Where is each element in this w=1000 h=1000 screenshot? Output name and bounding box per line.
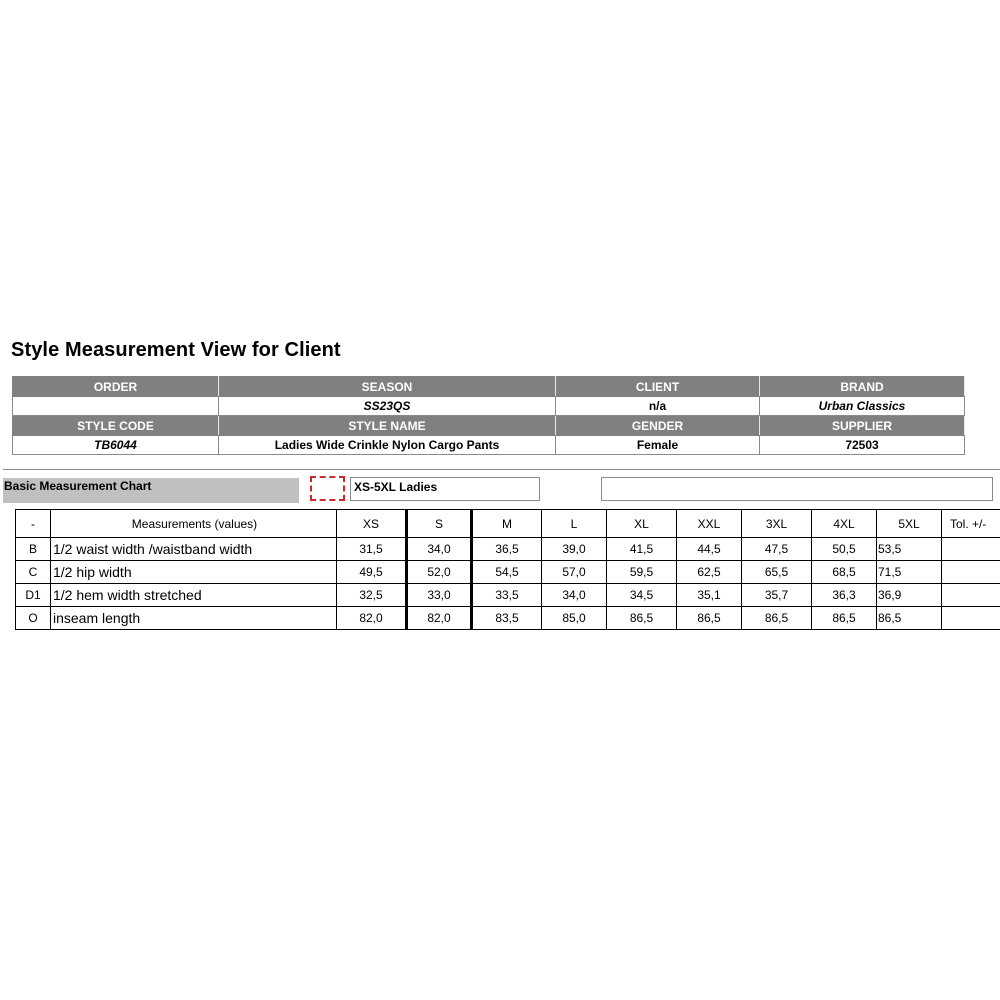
table-cell: 44,5 (677, 538, 742, 561)
order-value (13, 397, 219, 416)
table-cell: 86,5 (607, 607, 677, 630)
table-cell: 82,0 (407, 607, 472, 630)
table-cell: 86,5 (812, 607, 877, 630)
table-row (16, 538, 1000, 561)
column-header: S (407, 510, 472, 538)
column-header: 4XL (812, 510, 877, 538)
row-measurement-name: 1/2 waist width /waistband width (51, 538, 337, 561)
season-value: SS23QS (219, 397, 556, 416)
table-cell: 33,5 (472, 584, 542, 607)
column-header: XS (337, 510, 407, 538)
row-measurement-name: 1/2 hip width (51, 561, 337, 584)
table-cell: 36,5 (472, 538, 542, 561)
table-cell: 85,0 (542, 607, 607, 630)
column-header: XL (607, 510, 677, 538)
style-info-table (12, 376, 965, 455)
client-label: CLIENT (556, 377, 760, 397)
row-code: C (16, 561, 51, 584)
info-value-row-1 (13, 397, 965, 416)
table-cell: 71,5 (877, 561, 942, 584)
table-cell: 86,5 (877, 607, 942, 630)
table-cell: 83,5 (472, 607, 542, 630)
info-header-row-1 (13, 377, 965, 397)
column-header: M (472, 510, 542, 538)
supplier-value: 72503 (760, 436, 965, 455)
table-cell: 32,5 (337, 584, 407, 607)
column-header: - (16, 510, 51, 538)
empty-field (601, 477, 993, 501)
table-cell: 86,5 (677, 607, 742, 630)
table-cell: 36,3 (812, 584, 877, 607)
table-cell: 31,5 (337, 538, 407, 561)
column-header: L (542, 510, 607, 538)
table-cell: 36,9 (877, 584, 942, 607)
table-cell: 39,0 (542, 538, 607, 561)
style-code-label: STYLE CODE (13, 416, 219, 436)
table-cell: 41,5 (607, 538, 677, 561)
measurement-header-row (16, 510, 1000, 538)
table-row (16, 584, 1000, 607)
client-value: n/a (556, 397, 760, 416)
table-cell: 52,0 (407, 561, 472, 584)
info-header-row-2 (13, 416, 965, 436)
season-label: SEASON (219, 377, 556, 397)
tolerance-cell (942, 607, 1000, 630)
column-header: Tol. +/- (942, 510, 1000, 538)
size-range-field: XS-5XL Ladies (350, 477, 540, 501)
supplier-label: SUPPLIER (760, 416, 965, 436)
table-cell: 35,7 (742, 584, 812, 607)
table-cell: 59,5 (607, 561, 677, 584)
column-header: Measurements (values) (51, 510, 337, 538)
table-cell: 34,0 (407, 538, 472, 561)
table-cell: 50,5 (812, 538, 877, 561)
brand-value: Urban Classics (760, 397, 965, 416)
column-header: 3XL (742, 510, 812, 538)
row-code: D1 (16, 584, 51, 607)
table-cell: 53,5 (877, 538, 942, 561)
page-title: Style Measurement View for Client (11, 339, 341, 361)
style-code-value: TB6044 (13, 436, 219, 455)
table-cell: 86,5 (742, 607, 812, 630)
row-code: B (16, 538, 51, 561)
column-header: XXL (677, 510, 742, 538)
chart-section-label: Basic Measurement Chart (3, 478, 299, 503)
table-cell: 34,0 (542, 584, 607, 607)
table-cell: 54,5 (472, 561, 542, 584)
table-cell: 65,5 (742, 561, 812, 584)
order-label: ORDER (13, 377, 219, 397)
tolerance-cell (942, 538, 1000, 561)
table-cell: 47,5 (742, 538, 812, 561)
table-row (16, 607, 1000, 630)
row-measurement-name: inseam length (51, 607, 337, 630)
row-code: O (16, 607, 51, 630)
table-cell: 35,1 (677, 584, 742, 607)
table-cell: 49,5 (337, 561, 407, 584)
chart-marker-box (310, 476, 345, 501)
tolerance-cell (942, 584, 1000, 607)
gender-value: Female (556, 436, 760, 455)
table-cell: 82,0 (337, 607, 407, 630)
row-measurement-name: 1/2 hem width stretched (51, 584, 337, 607)
table-cell: 33,0 (407, 584, 472, 607)
table-row (16, 561, 1000, 584)
table-cell: 57,0 (542, 561, 607, 584)
style-name-value: Ladies Wide Crinkle Nylon Cargo Pants (219, 436, 556, 455)
brand-label: BRAND (760, 377, 965, 397)
section-divider (3, 469, 1000, 470)
column-header: 5XL (877, 510, 942, 538)
table-cell: 34,5 (607, 584, 677, 607)
tolerance-cell (942, 561, 1000, 584)
table-cell: 68,5 (812, 561, 877, 584)
gender-label: GENDER (556, 416, 760, 436)
style-name-label: STYLE NAME (219, 416, 556, 436)
info-value-row-2 (13, 436, 965, 455)
measurement-table (15, 509, 1000, 630)
table-cell: 62,5 (677, 561, 742, 584)
